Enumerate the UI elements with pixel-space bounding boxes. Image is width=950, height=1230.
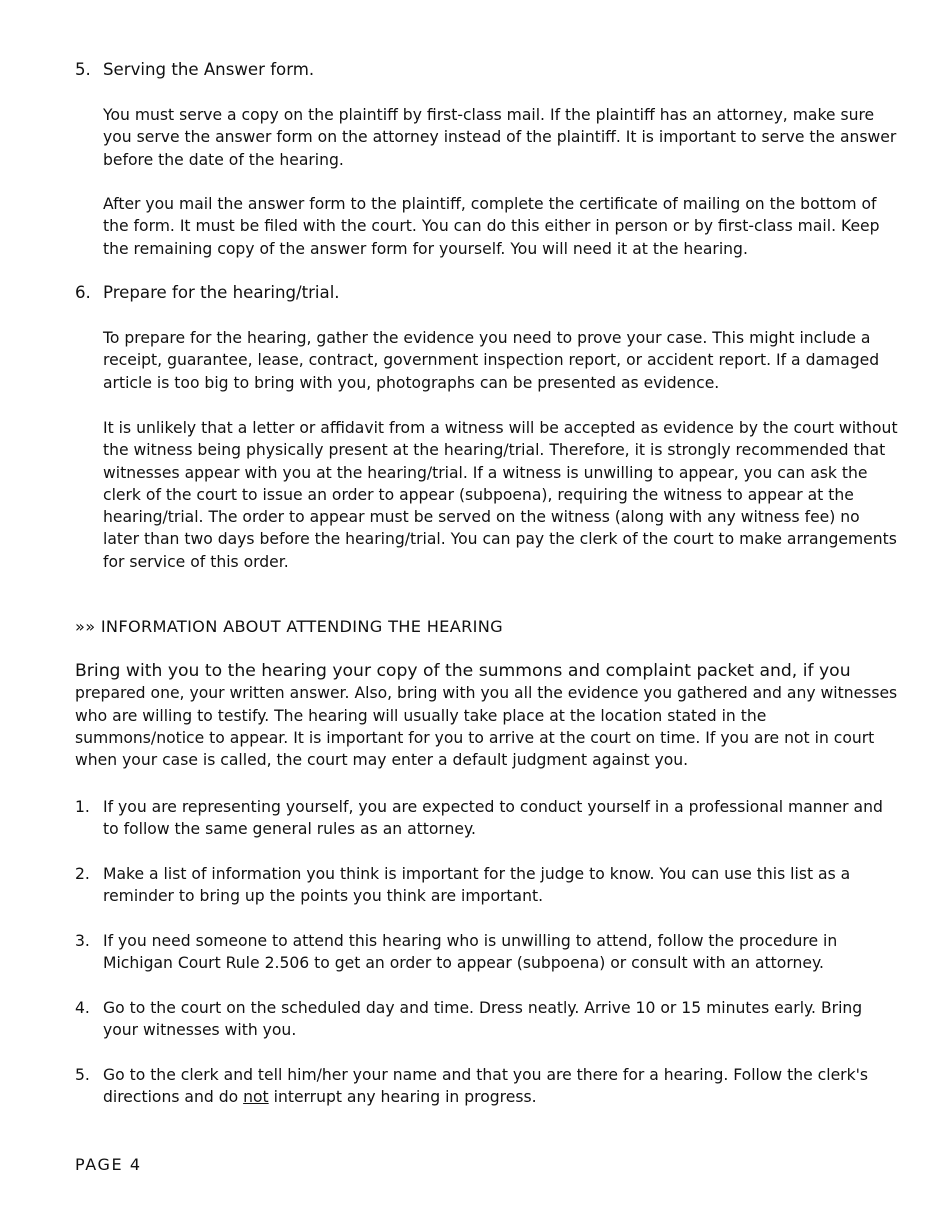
item-number: 6.: [75, 283, 91, 302]
item-title: Prepare for the hearing/trial.: [103, 283, 340, 302]
intro-rest: prepared one, your written answer. Also, bring with you all the evidence you gathered and any witnesses who are willing to testify. The hearing will usually take place at the location stated in the summons/notice to appear. It is important for you to arrive at the court on time. If you are not in court when your case is called, the court may enter a default judgment against you.: [75, 684, 898, 770]
list-item-text: Go to the clerk and tell him/her your name and that you are there for a hearing. Follow the clerk's directions and do: [103, 1066, 869, 1107]
list-number: 3.: [75, 932, 90, 950]
paragraph: After you mail the answer form to the plaintiff, complete the certificate of mailing on the bottom of the form. It must be filed with the court. You can do this either in person or by first-class mail. Keep the remaining copy of the answer form for yourself. You will need it at the hearing.: [103, 195, 880, 258]
list-item-text: interrupt any hearing in progress.: [268, 1088, 537, 1107]
list-number: 2.: [75, 865, 90, 883]
list-item: Go to the court on the scheduled day and time. Dress neatly. Arrive 10 or 15 minutes early. Bring your witnesses with you.: [103, 999, 863, 1040]
list-item: Make a list of information you think is important for the judge to know. You can use this list as a reminder to bring up the points you think are important.: [103, 865, 851, 906]
list-number: 5.: [75, 1066, 90, 1084]
emphasis-underline: not: [243, 1088, 269, 1107]
item-number: 5.: [75, 60, 91, 79]
intro-first-line: Bring with you to the hearing your copy of the summons and complaint packet and, if you: [75, 661, 851, 681]
item-title: Serving the Answer form.: [103, 60, 315, 79]
list-number: 4.: [75, 999, 90, 1017]
paragraph: You must serve a copy on the plaintiff by first-class mail. If the plaintiff has an attorney, make sure you serve the answer form on the attorney instead of the plaintiff. It is important to serve the answer before the date of the hearing.: [103, 106, 897, 169]
list-item: [103, 1064, 898, 1109]
section-heading: »» INFORMATION ABOUT ATTENDING THE HEARING: [75, 617, 503, 636]
list-item: If you need someone to attend this hearing who is unwilling to attend, follow the procedure in Michigan Court Rule 2.506 to get an order to appear (subpoena) or consult with an attorney.: [103, 932, 838, 973]
intro-paragraph: [75, 660, 900, 771]
paragraph: It is unlikely that a letter or affidavit from a witness will be accepted as evidence by the court without the witness being physically present at the hearing/trial. Therefore, it is strongly recommended that witnesses appear with you at the hearing/trial. If a witness is unwilling to appear, you can ask the clerk of the court to issue an order to appear (subpoena), requiring the witness to appear at the hearing/trial. The order to appear must be served on the witness (along with any witness fee) no later than two days before the hearing/trial. You can pay the clerk of the court to make arrangements for service of this order.: [103, 419, 898, 571]
paragraph: To prepare for the hearing, gather the evidence you need to prove your case. This might include a receipt, guarantee, lease, contract, government inspection report, or accident report. If a damaged article is too big to bring with you, photographs can be presented as evidence.: [103, 329, 880, 392]
list-item: If you are representing yourself, you are expected to conduct yourself in a professional manner and to follow the same general rules as an attorney.: [103, 798, 883, 839]
list-number: 1.: [75, 798, 90, 816]
page-number: PAGE 4: [75, 1155, 142, 1174]
